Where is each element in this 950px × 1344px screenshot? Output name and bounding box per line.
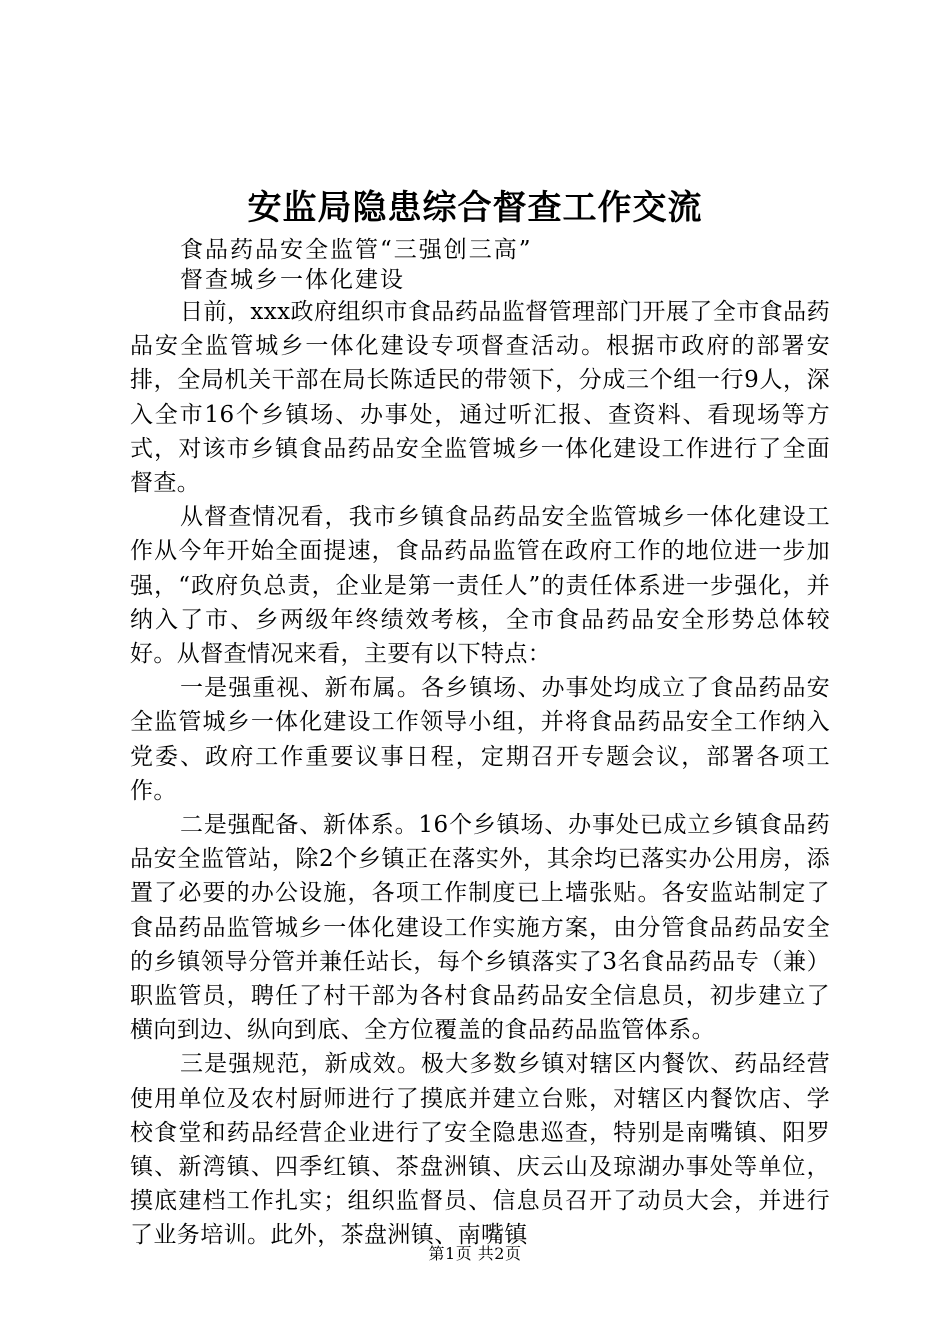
document-body (130, 295, 830, 1253)
subtitle-line-1: 食品药品安全监管“三强创三高” (180, 237, 533, 263)
paragraph-5: 三是强规范，新成效。极大多数乡镇对辖区内餐饮、药品经营使用单位及农村厨师进行了摸底并建立台账，对辖区内餐饮店、学校食堂和药品经营企业进行了安全隐患巡查，特别是南嘴镇、阳罗镇、新湾镇、四季红镇、茶盘洲镇、庆云山及琼湖办事处等单位，摸底建档工作扎实；组织监督员、信息员召开了动员大会，并进行了业务培训。此外，茶盘洲镇、南嘴镇 (130, 1051, 830, 1249)
paragraph-1: 日前，xxx政府组织市食品药品监督管理部门开展了全市食品药品安全监管城乡一体化建设专项督查活动。根据市政府的部署安排，全局机关干部在局长陈适民的带领下，分成三个组一行9人，深入全市16个乡镇场、办事处，通过听汇报、查资料、看现场等方式，对该市乡镇食品药品安全监管城乡一体化建设工作进行了全面督查。 (130, 299, 830, 497)
page-number-footer: 第1页 共2页 (428, 1244, 522, 1263)
document-title: 安监局隐患综合督查工作交流 (247, 188, 703, 228)
paragraph-4: 二是强配备、新体系。16个乡镇场、办事处已成立乡镇食品药品安全监管站，除2个乡镇正在落实外，其余均已落实办公用房，添置了必要的办公设施，各项工作制度已上墙张贴。各安监站制定了食品药品监管城乡一体化建设工作实施方案，由分管食品药品安全的乡镇领导分管并兼任站长，每个乡镇落实了3名食品药品专（兼）职监管员，聘任了村干部为各村食品药品安全信息员，初步建立了横向到边、纵向到底、全方位覆盖的食品药品监管体系。 (130, 812, 830, 1044)
paragraph-3: 一是强重视、新布属。各乡镇场、办事处均成立了食品药品安全监管城乡一体化建设工作领导小组，并将食品药品安全工作纳入党委、政府工作重要议事日程，定期召开专题会议，部署各项工作。 (130, 675, 830, 804)
paragraph-2: 从督查情况看，我市乡镇食品药品安全监管城乡一体化建设工作从今年开始全面提速，食品药品监管在政府工作的地位进一步加强，“政府负总责，企业是第一责任人”的责任体系进一步强化，并纳入了市、乡两级年终绩效考核，全市食品药品安全形势总体较好。从督查情况来看，主要有以下特点： (130, 504, 830, 668)
subtitle-line-2: 督查城乡一体化建设 (180, 267, 405, 293)
